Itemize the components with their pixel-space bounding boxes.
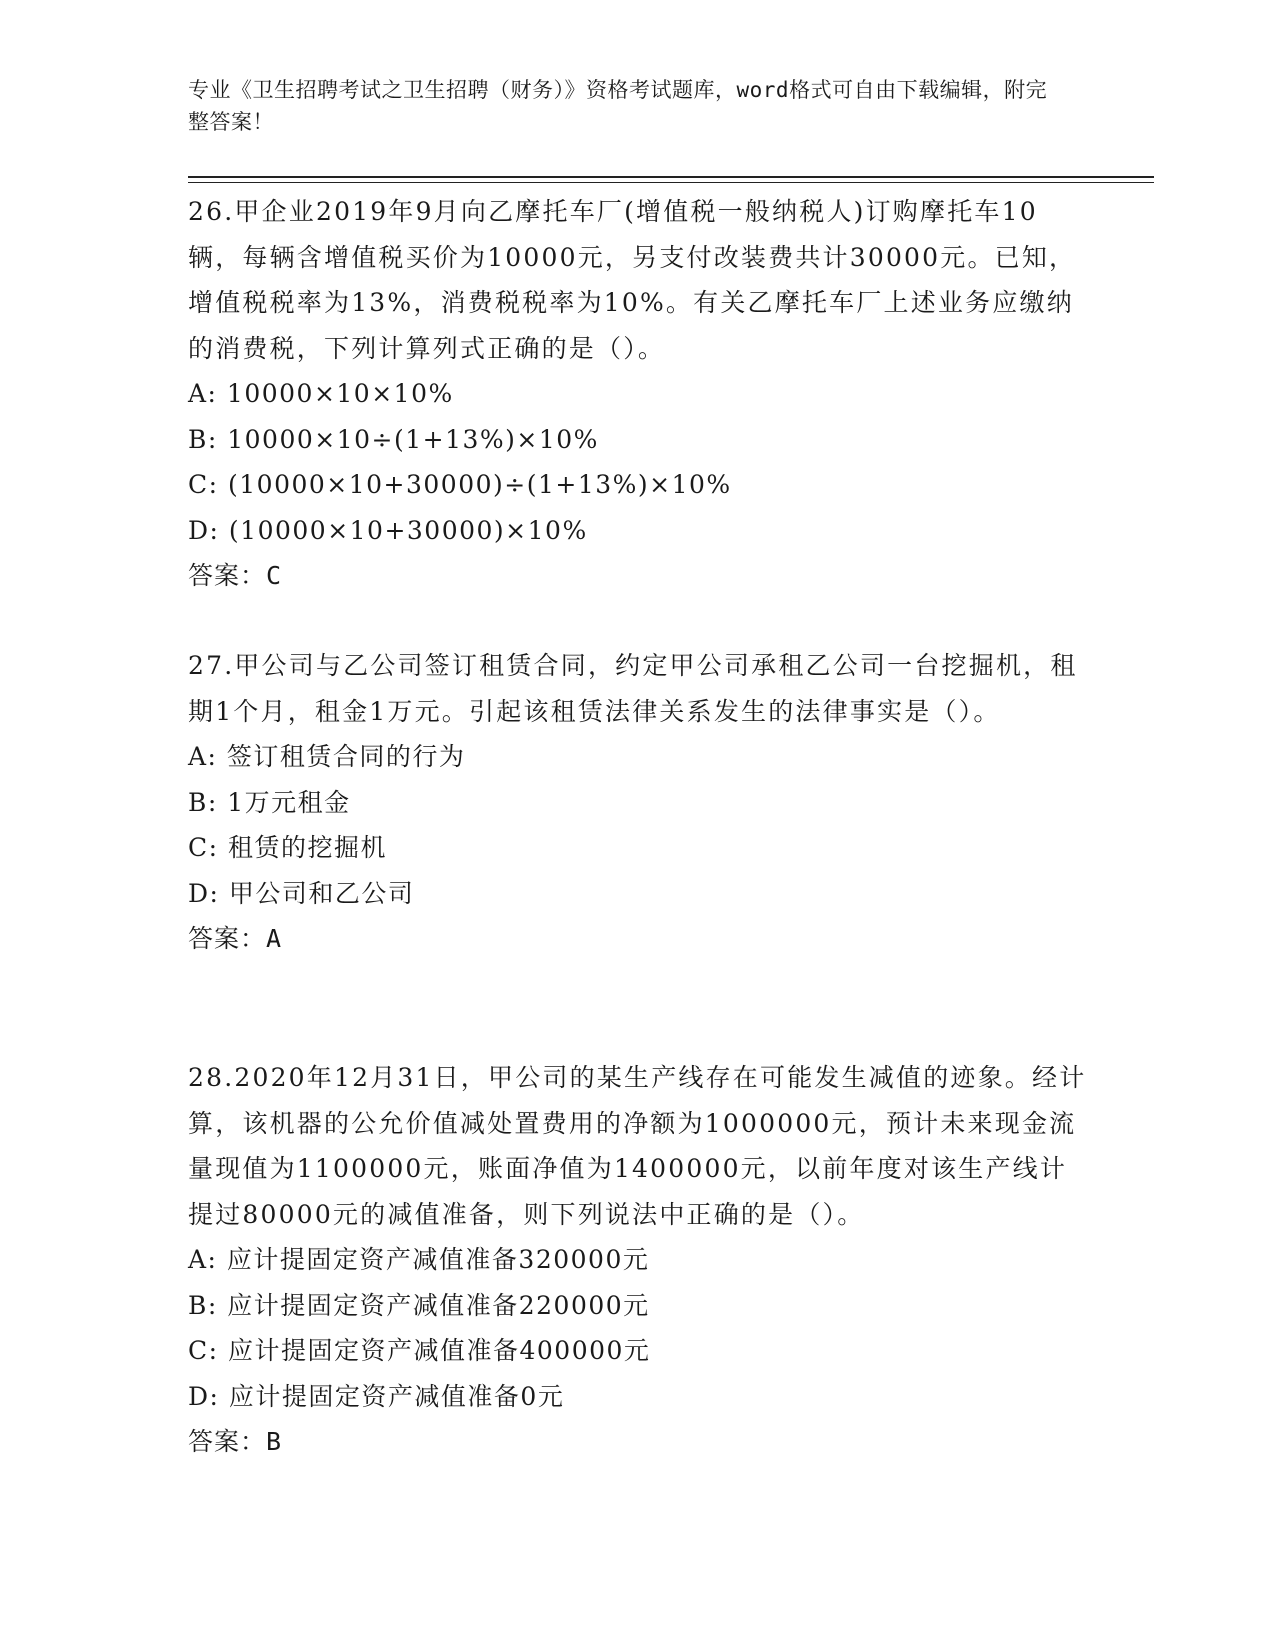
option-d: D: (10000×10+30000)×10% xyxy=(188,515,588,545)
question-stem: 28.2020年12月31日，甲公司的某生产线存在可能发生减值的迹象。经计算，该机器的公允价值减处置费用的净额为1000000元，预计未来现金流量现值为1100000元，账面净值为1400000元，以前年度对该生产线计提过80000元的减值准备，则下列说法中正确的是（）。 xyxy=(188,1063,1087,1229)
answer-line: 答案：B xyxy=(188,1427,283,1456)
question-28 xyxy=(188,1055,1088,1465)
header-divider-thin xyxy=(188,182,1154,183)
option-b: B: 1万元租金 xyxy=(188,787,351,817)
option-c: C: 应计提固定资产减值准备400000元 xyxy=(188,1336,651,1365)
header-divider-thick xyxy=(188,176,1154,178)
question-27 xyxy=(188,643,1088,962)
option-c: C: 租赁的挖掘机 xyxy=(188,833,387,862)
option-c: C: (10000×10+30000)÷(1+13%)×10% xyxy=(188,470,732,499)
question-26 xyxy=(188,189,1088,599)
document-header: 专业《卫生招聘考试之卫生招聘（财务）》资格考试题库，word格式可自由下载编辑，附完整答案！ xyxy=(188,78,1048,134)
question-stem: 27.甲公司与乙公司签订租赁合同，约定甲公司承租乙公司一台挖掘机，租期1个月，租金1万元。引起该租赁法律关系发生的法律事实是（）。 xyxy=(188,651,1078,726)
answer-line: 答案：C xyxy=(188,561,283,590)
option-d: D: 应计提固定资产减值准备0元 xyxy=(188,1381,565,1411)
option-d: D: 甲公司和乙公司 xyxy=(188,878,415,908)
answer-line: 答案：A xyxy=(188,924,283,953)
option-a: A: 签订租赁合同的行为 xyxy=(188,742,466,771)
question-stem: 26.甲企业2019年9月向乙摩托车厂(增值税一般纳税人)订购摩托车10辆，每辆含增值税买价为10000元，另支付改装费共计30000元。已知，增值税税率为13%，消费税税率为10%。有关乙摩托车厂上述业务应缴纳的消费税，下列计算列式正确的是（）。 xyxy=(188,197,1077,363)
option-b: B: 应计提固定资产减值准备220000元 xyxy=(188,1290,650,1320)
option-b: B: 10000×10÷(1+13%)×10% xyxy=(188,424,599,454)
option-a: A: 10000×10×10% xyxy=(188,379,454,408)
option-a: A: 应计提固定资产减值准备320000元 xyxy=(188,1245,650,1274)
